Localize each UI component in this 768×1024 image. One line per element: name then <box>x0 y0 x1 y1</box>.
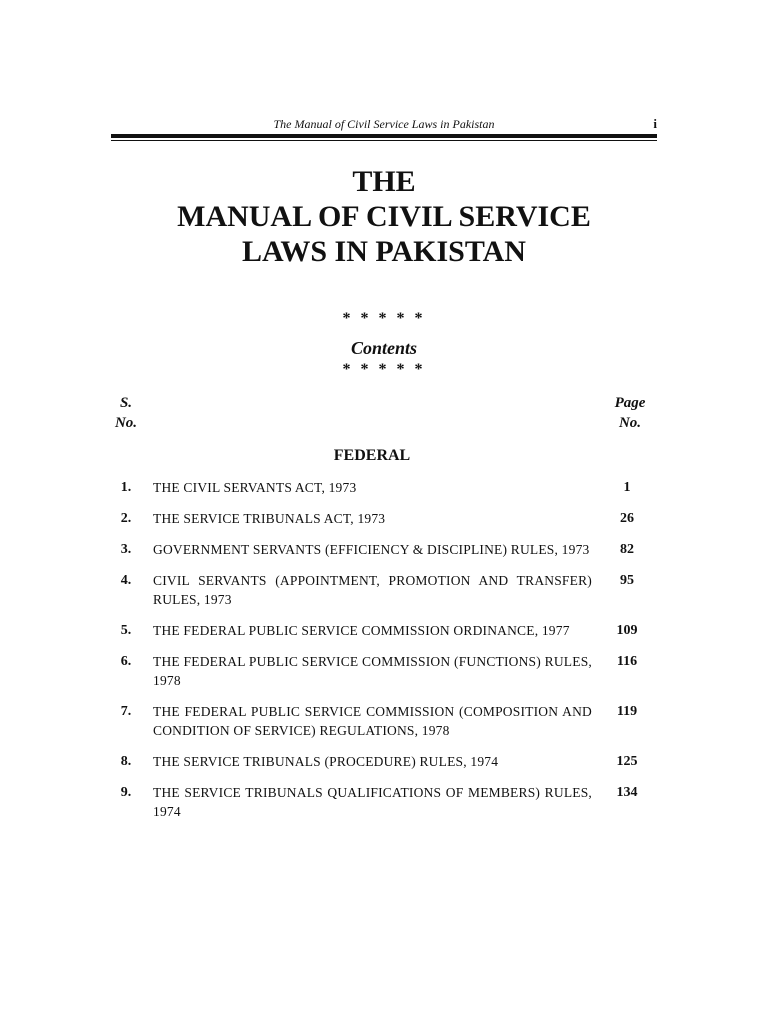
toc-entry-title[interactable]: THE FEDERAL PUBLIC SERVICE COMMISSION ORDINANCE, 1977 <box>153 623 570 638</box>
toc-entry-number: 6. <box>120 654 132 669</box>
toc-entry-page[interactable]: 116 <box>616 654 638 669</box>
toc-entry-page[interactable]: 82 <box>620 542 634 557</box>
toc-entry-title[interactable]: CIVIL SERVANTS (APPOINTMENT, PROMOTION AND TRANSFER) RULES, 1973 <box>153 573 592 607</box>
toc-entry-title[interactable]: THE CIVIL SERVANTS ACT, 1973 <box>153 480 357 495</box>
toc-entry-page[interactable]: 119 <box>616 704 638 719</box>
title-line-1: THE <box>352 165 416 198</box>
toc-entry-title[interactable]: GOVERNMENT SERVANTS (EFFICIENCY & DISCIPLINE) RULES, 1973 <box>153 542 590 557</box>
running-header <box>111 116 657 134</box>
toc-entry[interactable] <box>111 621 657 640</box>
column-header-serial-number <box>111 393 141 433</box>
toc-entry-page[interactable]: 1 <box>623 480 631 495</box>
toc-entry-page[interactable]: 109 <box>616 623 638 638</box>
toc-entry-title[interactable]: THE SERVICE TRIBUNALS (PROCEDURE) RULES, 1974 <box>153 754 499 769</box>
toc-entry[interactable] <box>111 509 657 528</box>
ornament-stars-bottom: * * * * * <box>342 361 426 378</box>
toc-entry[interactable] <box>111 752 657 771</box>
toc-entry[interactable] <box>111 702 657 740</box>
toc-entry-number: 1. <box>120 480 132 495</box>
toc-entry-page[interactable]: 95 <box>620 573 634 588</box>
toc-entry[interactable] <box>111 652 657 690</box>
contents-heading: Contents <box>350 338 418 358</box>
toc-entry-page[interactable]: 125 <box>616 754 638 769</box>
document-title <box>111 164 657 269</box>
toc-entry[interactable] <box>111 783 657 821</box>
column-header-page-line2: No. <box>618 415 642 431</box>
toc-entry[interactable] <box>111 540 657 559</box>
toc-entry-number: 3. <box>120 542 132 557</box>
toc-entry-page[interactable]: 26 <box>620 511 634 526</box>
toc-entry-title[interactable]: THE FEDERAL PUBLIC SERVICE COMMISSION (COMPOSITION AND CONDITION OF SERVICE) REGULATIONS, 1978 <box>153 704 592 738</box>
page-number: i <box>653 116 657 131</box>
table-of-contents <box>111 478 657 833</box>
toc-entry-page[interactable]: 134 <box>616 785 638 800</box>
column-header-page-line1: Page <box>614 395 646 411</box>
toc-entry[interactable] <box>111 571 657 609</box>
toc-entry-title[interactable]: THE SERVICE TRIBUNALS QUALIFICATIONS OF MEMBERS) RULES, 1974 <box>153 785 592 819</box>
toc-entry-number: 7. <box>120 704 132 719</box>
toc-entry[interactable] <box>111 478 657 497</box>
header-rule-thin <box>111 140 657 141</box>
toc-entry-number: 8. <box>120 754 132 769</box>
toc-entry-number: 2. <box>120 511 132 526</box>
title-line-3: LAWS IN PAKISTAN <box>242 235 526 268</box>
toc-entry-title[interactable]: THE FEDERAL PUBLIC SERVICE COMMISSION (FUNCTIONS) RULES, 1978 <box>153 654 592 688</box>
toc-entry-number: 5. <box>120 623 132 638</box>
section-heading-federal: FEDERAL <box>333 447 411 464</box>
toc-entry-title[interactable]: THE SERVICE TRIBUNALS ACT, 1973 <box>153 511 386 526</box>
column-header-sno-line2: No. <box>114 415 138 431</box>
toc-entry-number: 4. <box>120 573 132 588</box>
running-title: The Manual of Civil Service Laws in Pakistan <box>273 117 495 131</box>
ornament-stars-top: * * * * * <box>342 310 426 327</box>
column-header-sno-line1: S. <box>119 395 133 411</box>
toc-entry-number: 9. <box>120 785 132 800</box>
header-rule-thick <box>111 134 657 138</box>
title-line-2: MANUAL OF CIVIL SERVICE <box>177 200 591 233</box>
column-header-page-number <box>608 393 652 433</box>
